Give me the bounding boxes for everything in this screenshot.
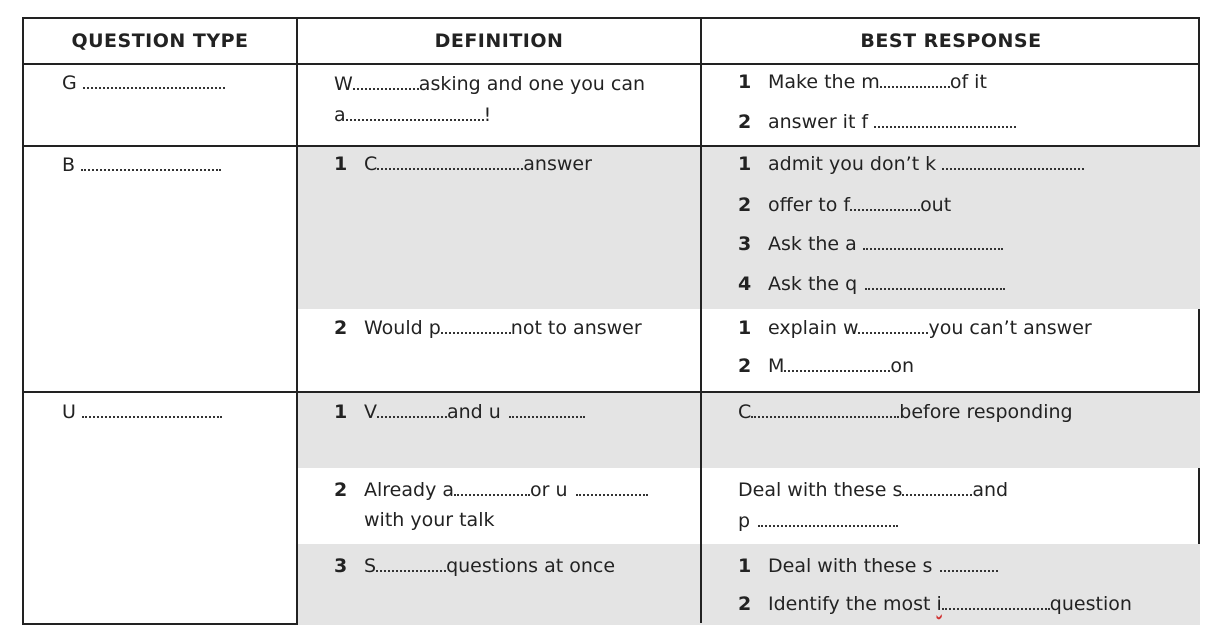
text: out xyxy=(920,194,952,216)
item-number: 1 xyxy=(738,555,752,577)
blank[interactable] xyxy=(377,152,523,170)
blank[interactable] xyxy=(509,400,585,418)
blank[interactable] xyxy=(751,400,899,418)
type-b xyxy=(62,153,221,177)
blank[interactable] xyxy=(576,478,648,496)
u-response-2-line2 xyxy=(738,509,898,533)
worksheet-table xyxy=(22,17,1200,625)
blank[interactable] xyxy=(784,354,890,372)
text: offer to f xyxy=(768,194,851,216)
text: before responding xyxy=(899,401,1073,423)
item-number: 2 xyxy=(738,593,752,615)
header-question-type: QUESTION TYPE xyxy=(71,30,249,52)
text: Ask the a xyxy=(768,233,857,255)
g-response-1 xyxy=(738,70,987,94)
col-divider-1 xyxy=(296,19,298,623)
text: S xyxy=(364,555,377,577)
text: W xyxy=(334,73,353,95)
text: answer xyxy=(523,153,592,175)
type-g-letter: G xyxy=(62,72,77,94)
item-number: 1 xyxy=(334,153,348,175)
text: asking and one you can xyxy=(418,73,646,95)
text: a xyxy=(334,104,346,126)
item-number: 4 xyxy=(738,273,752,295)
b-response-6 xyxy=(738,354,914,378)
text: and xyxy=(972,479,1009,501)
type-b-letter: B xyxy=(62,154,76,176)
blank[interactable] xyxy=(454,478,530,496)
text: on xyxy=(890,355,915,377)
b-definition-1 xyxy=(334,152,592,176)
blank[interactable] xyxy=(83,71,225,89)
blank[interactable] xyxy=(376,554,446,572)
text: you can’t answer xyxy=(928,317,1092,339)
item-number: 1 xyxy=(738,317,752,339)
text: questions at once xyxy=(446,555,616,577)
header-best-response: BEST RESPONSE xyxy=(860,30,1042,52)
text: not to answer xyxy=(510,317,642,339)
text: Ask the q xyxy=(768,273,858,295)
text: ! xyxy=(483,104,492,126)
u-definition-1 xyxy=(334,400,585,424)
text: C xyxy=(738,401,752,423)
text: explain w xyxy=(768,317,859,339)
blank[interactable] xyxy=(942,592,1050,610)
type-g xyxy=(62,71,225,95)
text: Already a xyxy=(364,479,454,501)
blank[interactable] xyxy=(863,232,1003,250)
item-number: 2 xyxy=(738,355,752,377)
b-response-5 xyxy=(738,316,1092,340)
u-response-1 xyxy=(738,400,1073,424)
u-response-2 xyxy=(738,478,1008,502)
text: Deal with these s xyxy=(768,555,933,577)
spellcheck-letter: i xyxy=(936,593,942,615)
text: V xyxy=(364,401,377,423)
b-response-2 xyxy=(738,193,951,217)
text: C xyxy=(364,153,378,175)
u-response-3 xyxy=(738,554,998,578)
item-number: 1 xyxy=(738,153,752,175)
blank[interactable] xyxy=(82,400,222,418)
blank[interactable] xyxy=(850,193,920,211)
text: Identify the most xyxy=(768,593,937,615)
text: or u xyxy=(530,479,568,501)
row-divider-g-b xyxy=(24,145,1198,147)
b-response-4 xyxy=(738,272,1005,296)
text: and u xyxy=(447,401,501,423)
item-number: 2 xyxy=(334,479,348,501)
item-number: 2 xyxy=(738,194,752,216)
g-definition-line1 xyxy=(334,72,645,96)
item-number: 3 xyxy=(334,555,348,577)
blank[interactable] xyxy=(353,72,419,90)
b-response-3 xyxy=(738,232,1003,256)
g-response-2 xyxy=(738,110,1016,134)
u-response-4 xyxy=(738,592,1132,616)
b-definition-2 xyxy=(334,316,642,340)
text: answer it f xyxy=(768,111,869,133)
header-definition: DEFINITION xyxy=(434,30,564,52)
u-definition-2 xyxy=(334,478,648,502)
item-number: 1 xyxy=(334,401,348,423)
text: question xyxy=(1049,593,1132,615)
blank[interactable] xyxy=(865,272,1005,290)
blank[interactable] xyxy=(880,70,950,88)
u-definition-2-line2: with your talk xyxy=(364,509,495,531)
item-number: 3 xyxy=(738,233,752,255)
item-number: 1 xyxy=(738,71,752,93)
blank[interactable] xyxy=(942,152,1084,170)
col-divider-2 xyxy=(700,19,702,623)
b-response-1 xyxy=(738,152,1084,176)
blank[interactable] xyxy=(758,509,898,527)
item-number: 2 xyxy=(334,317,348,339)
u-definition-3 xyxy=(334,554,615,578)
text: p xyxy=(738,510,751,532)
text: of it xyxy=(949,71,987,93)
header-divider xyxy=(24,63,1198,65)
blank[interactable] xyxy=(81,153,221,171)
g-definition-line2 xyxy=(334,103,491,127)
blank[interactable] xyxy=(940,554,998,572)
blank[interactable] xyxy=(874,110,1016,128)
type-u-letter: U xyxy=(62,401,76,423)
blank[interactable] xyxy=(858,316,928,334)
blank[interactable] xyxy=(346,103,484,121)
item-number: 2 xyxy=(738,111,752,133)
blank[interactable] xyxy=(377,400,447,418)
blank[interactable] xyxy=(902,478,972,496)
text: Make the m xyxy=(768,71,880,93)
row-divider-b-u xyxy=(24,391,1198,393)
text: M xyxy=(768,355,785,377)
type-u xyxy=(62,400,222,424)
text: Would p xyxy=(364,317,441,339)
text: Deal with these s xyxy=(738,479,903,501)
blank[interactable] xyxy=(441,316,511,334)
text: admit you don’t k xyxy=(768,153,937,175)
